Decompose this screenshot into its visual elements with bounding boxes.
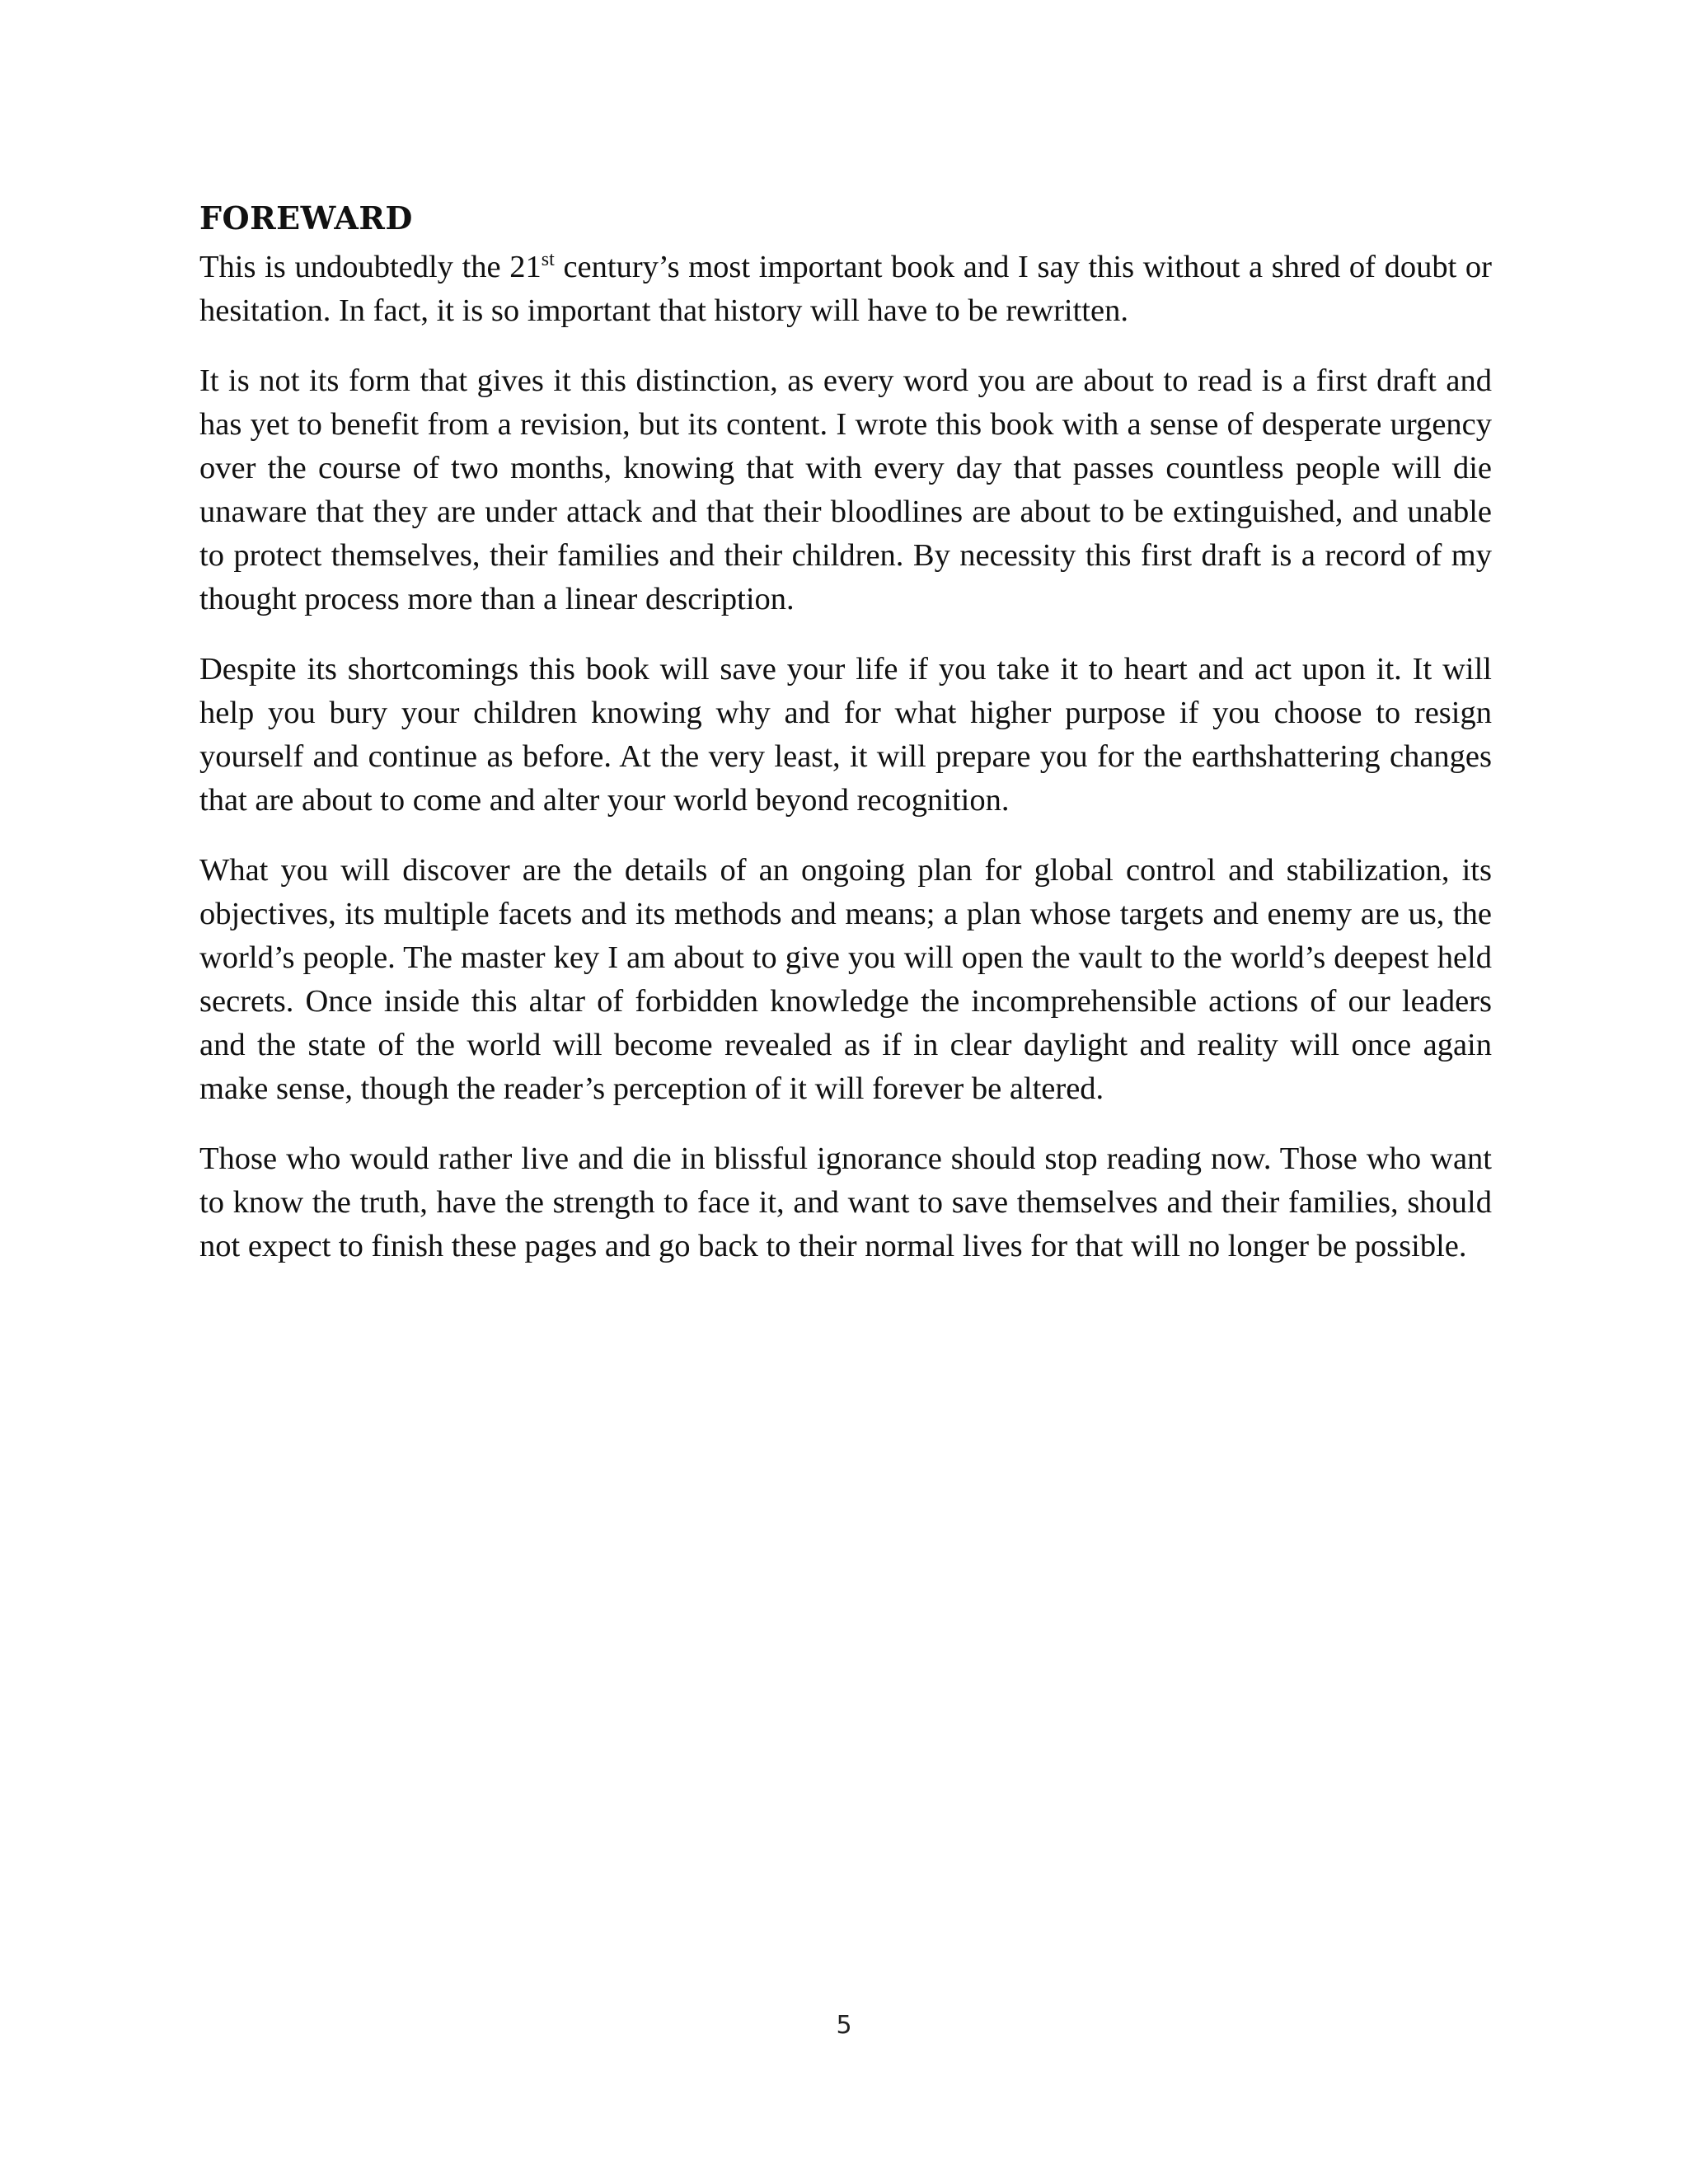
paragraph-2: It is not its form that gives it this distinction, as every word you are about to read is a first draft and has yet to benefit from a revision, but its content. I wrote this book with a sense of desperate urgency over the course of two months, knowing that with every day that passes countless people will die unaware that they are under attack and that their bloodlines are about to be extinguished, and unable to protect themselves, their families and their children. By necessity this first draft is a record of my thought process more than a linear description. [199,363,1492,616]
paragraph-1-text-end: century’s most important book and I say this without a shred of doubt or hesitation. In fact, it is so important that history will have to be rewritten. [199,249,1492,328]
paragraph-5: Those who would rather live and die in blissful ignorance should stop reading now. Those who want to know the truth, have the strength to face it, and want to save themselves and their families, should not expect to finish these pages and go back to their normal lives for that will no longer be possible. [199,1141,1492,1263]
ordinal-superscript: st [541,248,555,270]
paragraph-3: Despite its shortcomings this book will save your life if you take it to heart and act upon it. It will help you bury your children knowing why and for what higher purpose if you choose to resign yourself and continue as before. At the very least, it will prepare you for the earthshattering changes that are about to come and alter your world beyond recognition. [199,651,1492,818]
paragraph-4: What you will discover are the details of an ongoing plan for global control and stabilization, its objectives, its multiple facets and its methods and means; a plan whose targets and enemy are us, the world’s people. The master key I am about to give you will open the vault to the world’s deepest held secrets. Once inside this altar of forbidden knowledge the incomprehensible actions of our leaders and the state of the world will become revealed as if in clear daylight and reality will once again make sense, though the reader’s perception of it will forever be altered. [199,852,1492,1106]
paragraph-1 [199,246,1492,333]
page-content [199,199,1492,1295]
section-heading: FOREWARD [199,199,413,237]
page-number: 5 [836,2011,852,2040]
paragraph-1-text-start: This is undoubtedly the 21 [199,249,542,284]
